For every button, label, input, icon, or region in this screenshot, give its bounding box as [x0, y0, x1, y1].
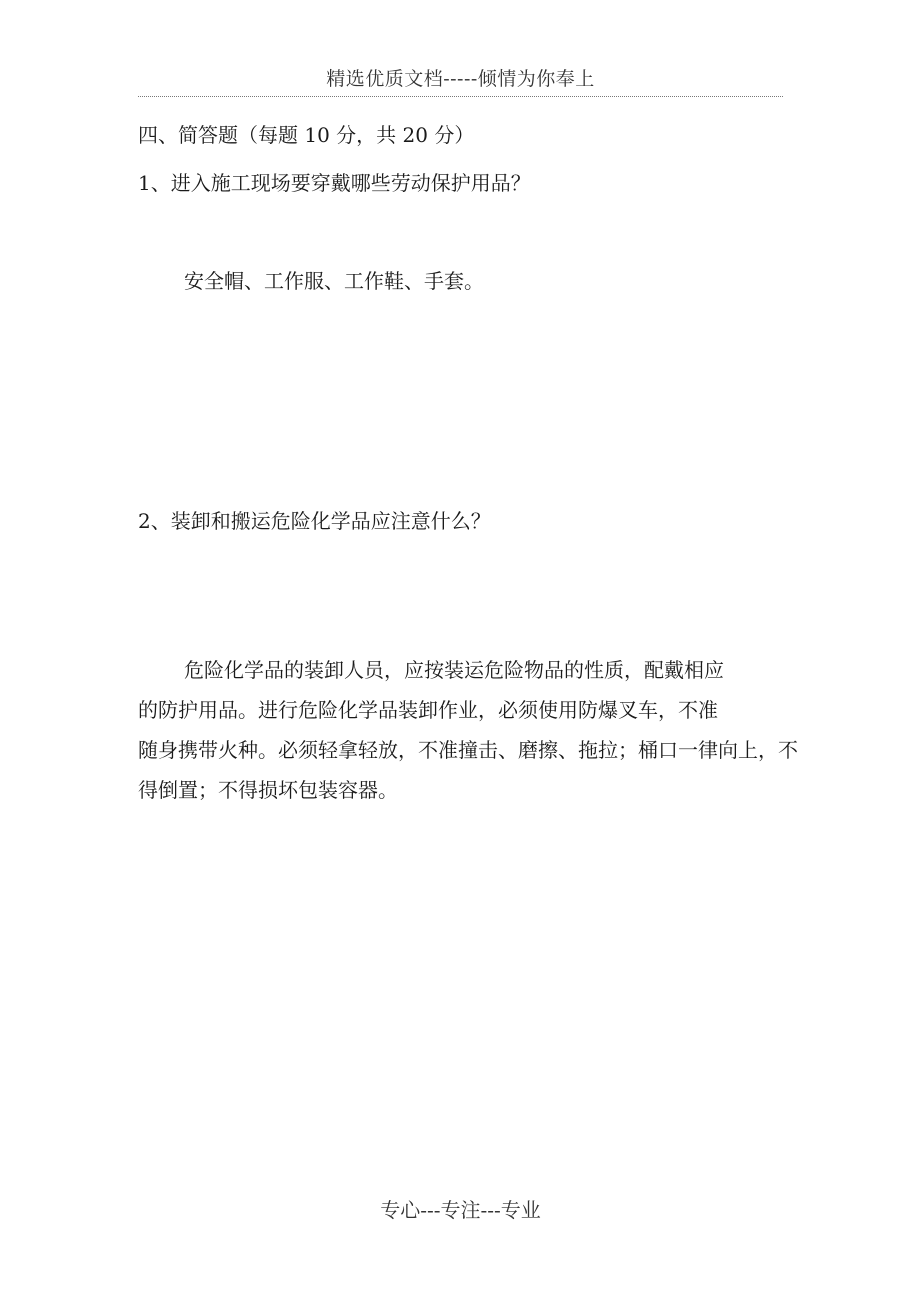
page-header: 精选优质文档-----倾情为你奉上 — [326, 68, 595, 90]
header-divider — [138, 96, 783, 97]
section-heading: 四、简答题（每题 10 分，共 20 分） — [138, 123, 475, 147]
page-footer: 专心---专注---专业 — [380, 1198, 541, 1222]
answer-2-line: 的防护用品。进行危险化学品装卸作业，必须使用防爆叉车，不准 — [138, 698, 718, 722]
answer-2-line: 得倒置；不得损坏包装容器。 — [138, 778, 398, 802]
question-1: 1、进入施工现场要穿戴哪些劳动保护用品？ — [138, 171, 531, 195]
answer-2-line: 危险化学品的装卸人员，应按装运危险物品的性质，配戴相应 — [184, 658, 724, 682]
answer-1: 安全帽、工作服、工作鞋、手套。 — [184, 269, 484, 293]
answer-2 — [138, 650, 798, 810]
answer-2-line: 随身携带火种。必须轻拿轻放，不准撞击、磨擦、拖拉；桶口一律向上，不 — [138, 738, 798, 762]
question-2: 2、装卸和搬运危险化学品应注意什么？ — [138, 509, 491, 533]
